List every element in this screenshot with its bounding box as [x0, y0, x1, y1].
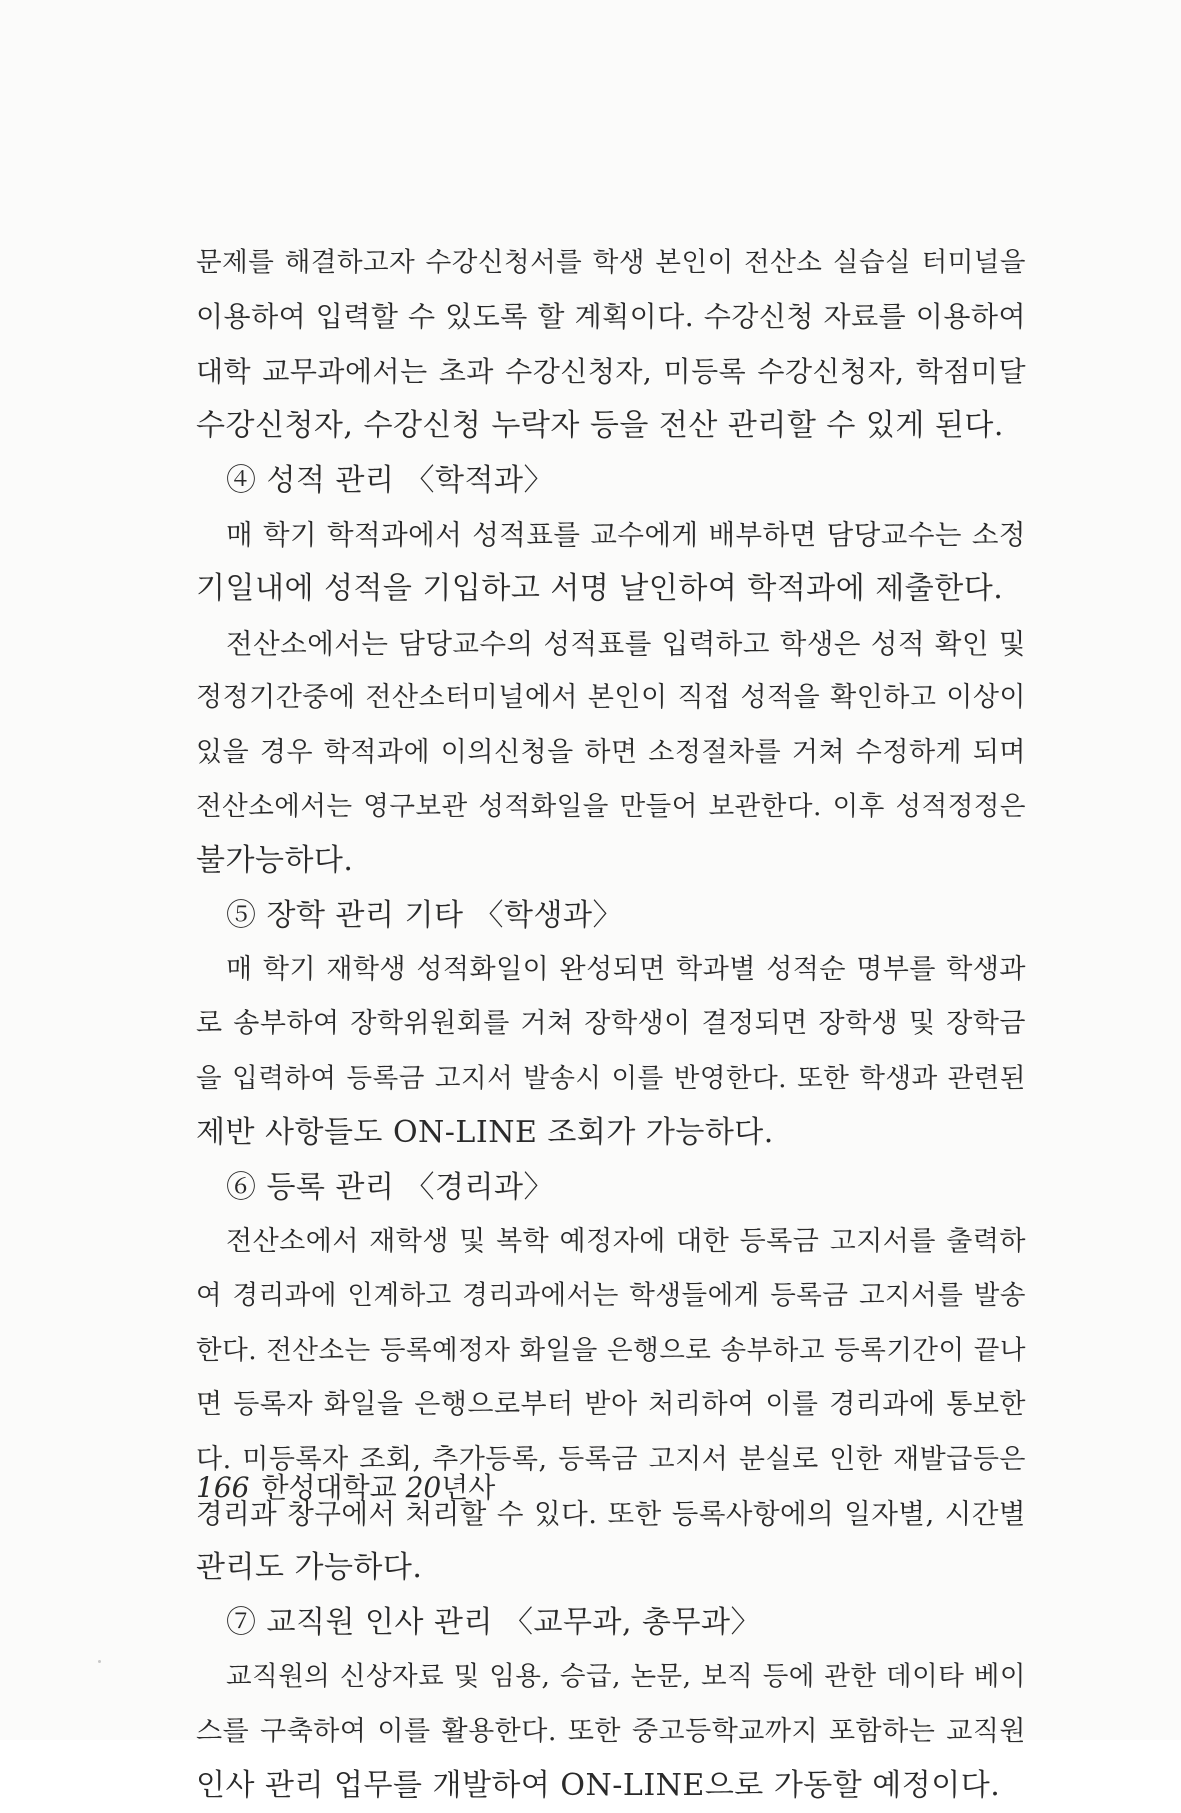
text-line: 전산소에서 재학생 및 복학 예정자에 대한 등록금 고지서를 출력하 [226, 1226, 1026, 1258]
text-line: 을 입력하여 등록금 고지서 발송시 이를 반영한다. 또한 학생과 관련된 [196, 1062, 1026, 1094]
text-line: 로 송부하여 장학위원회를 거쳐 장학생이 결정되면 장학생 및 장학금 [196, 1008, 1026, 1040]
text-line: 불가능하다. [196, 843, 354, 879]
text-line: 관리도 가능하다. [196, 1550, 423, 1586]
text-line: 전산소에서는 담당교수의 성적표를 입력하고 학생은 성적 확인 및 [226, 627, 1026, 660]
section-heading-grade-management: ④ 성적 관리 〈학적과〉 [226, 462, 554, 498]
book-title-suffix: 년사 [441, 1471, 496, 1504]
page-number: 166 [196, 1471, 250, 1504]
scan-speck [98, 1660, 101, 1663]
text-line: 있을 경우 학적과에 이의신청을 하면 소정절차를 거쳐 수정하게 되며 [196, 736, 1026, 768]
text-line: 여 경리과에 인계하고 경리과에서는 학생들에게 등록금 고지서를 발송 [196, 1280, 1026, 1312]
text-line: 스를 구축하여 이를 활용한다. 또한 중고등학교까지 포함하는 교직원 [196, 1715, 1026, 1747]
text-line: 다. 미등록자 조회, 추가등록, 등록금 고지서 분실로 인한 재발급등은 [196, 1443, 1026, 1475]
text-line: 수강신청자, 수강신청 누락자 등을 전산 관리할 수 있게 된다. [196, 408, 1004, 444]
text-line: 제반 사항들도 ON-LINE 조회가 가능하다. [196, 1115, 774, 1151]
section-heading-scholarship-management: ⑤ 장학 관리 기타 〈학생과〉 [226, 897, 623, 933]
text-line: 이용하여 입력할 수 있도록 할 계획이다. 수강신청 자료를 이용하여 [196, 300, 1026, 334]
text-line: 기일내에 성적을 기입하고 서명 날인하여 학적과에 제출한다. [196, 571, 1004, 607]
text-line: 문제를 해결하고자 수강신청서를 학생 본인이 전산소 실습실 터미널을 [196, 247, 1026, 278]
text-line: 교직원의 신상자료 및 임용, 승급, 논문, 보직 등에 관한 데이타 베이 [226, 1661, 1026, 1693]
text-line: 정정기간중에 전산소터미널에서 본인이 직접 성적을 확인하고 이상이 [196, 682, 1026, 714]
text-line: 대학 교무과에서는 초과 수강신청자, 미등록 수강신청자, 학점미달 [196, 354, 1026, 388]
body-text [196, 236, 1026, 1813]
text-line: 매 학기 학적과에서 성적표를 교수에게 배부하면 담당교수는 소정 [226, 518, 1026, 551]
text-line: 매 학기 재학생 성적화일이 완성되면 학과별 성적순 명부를 학생과 [226, 954, 1026, 986]
section-heading-personnel-management: ⑦ 교직원 인사 관리 〈교무과, 총무과〉 [226, 1604, 761, 1640]
book-title-prefix: 한성대학교 [261, 1471, 406, 1504]
text-line: 전산소에서는 영구보관 성적화일을 만들어 보관한다. 이후 성적정정은 [196, 790, 1026, 822]
text-line: 면 등록자 화일을 은행으로부터 받아 처리하여 이를 경리과에 통보한 [196, 1389, 1026, 1421]
book-title-number: 20 [405, 1471, 442, 1504]
text-line: 한다. 전산소는 등록예정자 화일을 은행으로 송부하고 등록기간이 끝나 [196, 1334, 1026, 1366]
section-heading-registration-management: ⑥ 등록 관리 〈경리과〉 [226, 1169, 554, 1205]
text-line: 인사 관리 업무를 개발하여 ON-LINE으로 가동할 예정이다. [196, 1767, 1001, 1803]
page-footer [196, 1468, 495, 1508]
text-line: 경리과 창구에서 처리할 수 있다. 또한 등록사항에의 일자별, 시간별 [196, 1497, 1026, 1530]
